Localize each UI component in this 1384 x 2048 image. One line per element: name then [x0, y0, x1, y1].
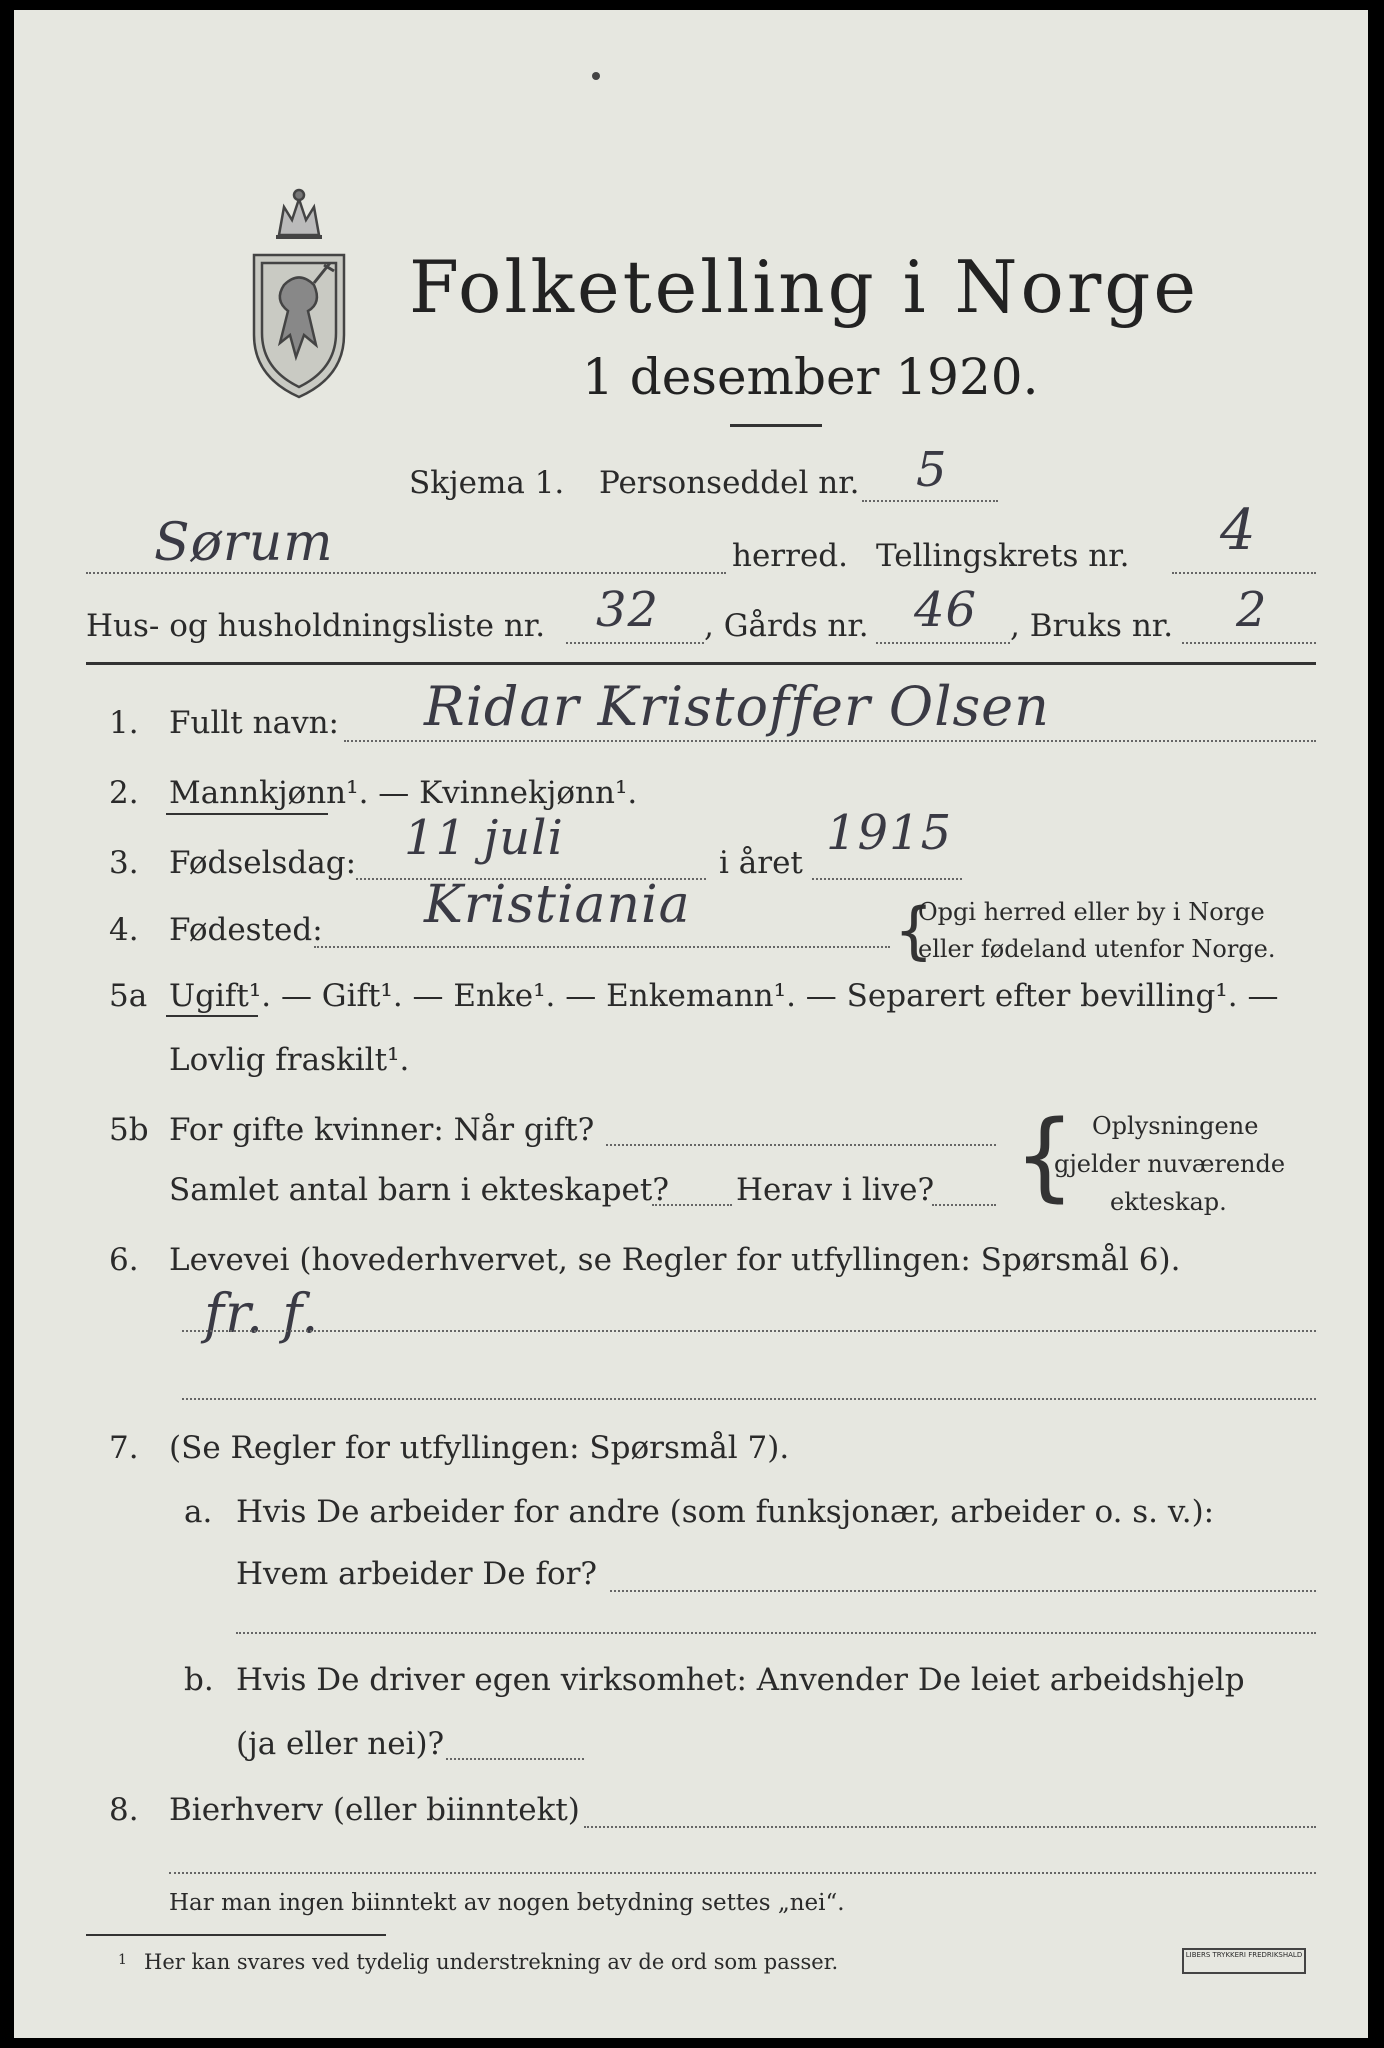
hus-line [566, 642, 704, 644]
q7a-line-1: Hvis De arbeider for andre (som funksjonær, arbeider o. s. v.): [236, 1494, 1215, 1530]
q4-line [314, 946, 890, 948]
q8-answer-line-2 [169, 1872, 1316, 1874]
q6-value: fr. f. [204, 1282, 320, 1345]
q3-value: 11 juli [404, 810, 564, 866]
q4-note-2: eller fødeland utenfor Norge. [918, 935, 1276, 963]
footer-note: Har man ingen biinntekt av nogen betydning settes „nei“. [169, 1890, 845, 1916]
q8-number: 8. [109, 1792, 139, 1828]
q5b-brace: { [1014, 1100, 1076, 1212]
q7b-line-1: Hvis De driver egen virksomhet: Anvender De leiet arbeidshjelp [236, 1662, 1245, 1698]
q5a-line-2: Lovlig fraskilt¹. [169, 1042, 410, 1078]
section-rule [86, 662, 1316, 665]
paper-speck [592, 72, 600, 80]
q5b-number: 5b [109, 1112, 149, 1148]
q5b-line-1: For gifte kvinner: Når gift? [169, 1112, 595, 1148]
q5a-underline-ugift [166, 1015, 258, 1017]
q2-label: Mannkjønn¹. — Kvinnekjønn¹. [169, 775, 638, 811]
q5b-barn-line [652, 1204, 732, 1206]
q6-line-2 [182, 1398, 1316, 1400]
coat-of-arms-icon [244, 185, 354, 400]
q3-year-value: 1915 [826, 805, 953, 861]
q4-number: 4. [109, 912, 139, 948]
q5b-line-2b: Herav i live? [736, 1172, 935, 1208]
bruks-line [1182, 642, 1316, 644]
q4-brace: { [894, 894, 934, 967]
q6-label: Levevei (hovederhvervet, se Regler for utfyllingen: Spørsmål 6). [169, 1242, 1181, 1278]
q7a-number: a. [184, 1494, 213, 1530]
personseddel-value: 5 [916, 442, 948, 498]
hus-value: 32 [596, 582, 660, 638]
q3-label: Fødselsdag: [169, 845, 357, 881]
q2-number: 2. [109, 775, 139, 811]
q8-label: Bierhverv (eller biinntekt) [169, 1792, 580, 1828]
q7b-line-2: (ja eller nei)? [236, 1726, 445, 1762]
skjema-label: Skjema 1. [409, 465, 565, 501]
footnote-mark: 1 [118, 1952, 127, 1968]
q7b-number: b. [184, 1662, 214, 1698]
census-form [14, 10, 1368, 2038]
q4-note-1: Opgi herred eller by i Norge [918, 898, 1265, 926]
q1-label: Fullt navn: [169, 705, 339, 741]
herred-value: Sørum [154, 513, 334, 573]
q7a-answer-line-1 [610, 1590, 1316, 1592]
q5b-note-3: ekteskap. [1110, 1188, 1227, 1216]
q6-line-1 [182, 1330, 1316, 1332]
q7a-line-2: Hvem arbeider De for? [236, 1556, 598, 1592]
q5a-number: 5a [109, 978, 148, 1014]
q5b-live-line [932, 1204, 996, 1206]
hus-label: Hus- og husholdningsliste nr. [86, 608, 546, 644]
tellingskrets-line [1172, 572, 1316, 574]
bruks-label: , Bruks nr. [1010, 608, 1174, 644]
q5b-note-2: gjelder nuværende [1054, 1150, 1286, 1178]
q5b-line-2a: Samlet antal barn i ekteskapet? [169, 1172, 669, 1208]
q5b-note-1: Oplysningene [1092, 1112, 1259, 1140]
q6-number: 6. [109, 1242, 139, 1278]
printer-stamp-text: LIBERS TRYKKERI FREDRIKSHALD [1185, 1951, 1303, 1959]
footnote-text: Her kan svares ved tydelig understrekning av de ord som passer. [144, 1950, 839, 1974]
herred-line [86, 572, 726, 574]
gards-label: , Gårds nr. [704, 608, 869, 644]
q1-number: 1. [109, 705, 139, 741]
gards-line [876, 642, 1010, 644]
tellingskrets-label: Tellingskrets nr. [876, 538, 1130, 574]
q3-year-line [812, 878, 962, 880]
tellingskrets-value: 4 [1220, 498, 1257, 563]
form-title: Folketelling i Norge [409, 245, 1199, 329]
q7a-answer-line-2 [236, 1632, 1316, 1634]
herred-label: herred. [732, 538, 848, 574]
footnote-rule [86, 1934, 386, 1936]
personseddel-line [862, 500, 998, 502]
q4-label: Fødested: [169, 912, 323, 948]
q4-value: Kristiania [424, 875, 691, 935]
q1-line [344, 740, 1316, 742]
gards-value: 46 [914, 582, 978, 638]
personseddel-label: Personseddel nr. [599, 465, 860, 501]
q7b-answer-line [446, 1758, 584, 1760]
q2-underline-mannkjonn [166, 813, 328, 815]
q3-number: 3. [109, 845, 139, 881]
q8-answer-line-1 [584, 1826, 1316, 1828]
title-rule [730, 424, 822, 427]
q3-year-label: i året [719, 845, 803, 881]
bruks-value: 2 [1236, 582, 1268, 638]
q7-label: (Se Regler for utfyllingen: Spørsmål 7). [169, 1430, 790, 1466]
census-date: 1 desember 1920. [582, 348, 1039, 406]
printer-stamp [1182, 1948, 1306, 1974]
q5b-gift-line [606, 1144, 996, 1146]
q7-number: 7. [109, 1430, 139, 1466]
q1-value: Ridar Kristoffer Olsen [424, 675, 1050, 738]
q5a-line-1: Ugift¹. — Gift¹. — Enke¹. — Enkemann¹. — Separert efter bevilling¹. — [169, 978, 1279, 1014]
